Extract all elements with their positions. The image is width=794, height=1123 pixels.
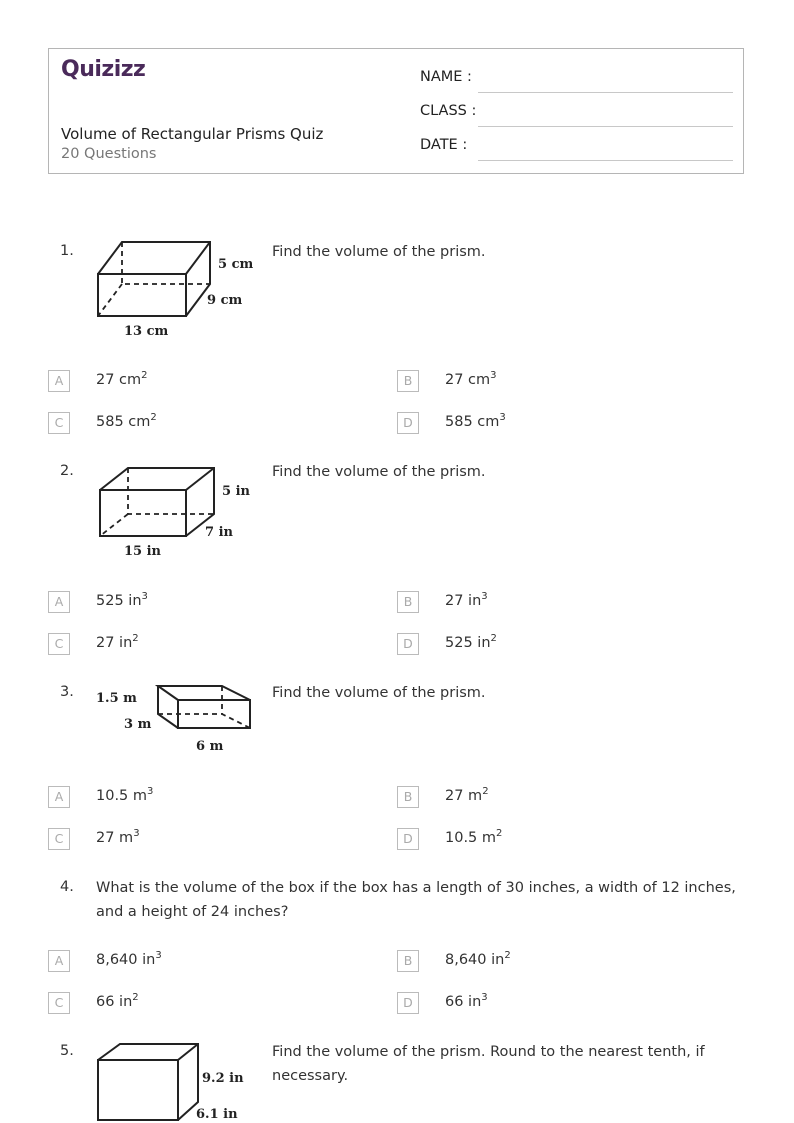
- option-letter-box[interactable]: C: [48, 828, 70, 850]
- option-text[interactable]: [445, 950, 511, 968]
- option-letter-box[interactable]: A: [48, 950, 70, 972]
- option-letter-box[interactable]: A: [48, 786, 70, 808]
- date-label: DATE :: [420, 137, 468, 153]
- option-exponent: 3: [155, 950, 162, 961]
- option-text[interactable]: [445, 786, 489, 804]
- option-letter-box[interactable]: C: [48, 992, 70, 1014]
- figure-label: 6.1 in: [196, 1107, 238, 1122]
- option-value: 27 in: [96, 634, 133, 651]
- option-text[interactable]: [96, 412, 157, 430]
- option-value: 27 m: [445, 787, 483, 804]
- option-text[interactable]: [96, 370, 148, 388]
- question-text: Find the volume of the prism.: [272, 464, 486, 480]
- option-text[interactable]: [96, 591, 148, 609]
- question-count: 20 Questions: [61, 146, 157, 162]
- option-value: 27 cm: [96, 371, 142, 388]
- option-value: 525 in: [96, 592, 142, 609]
- question-number: 4.: [60, 879, 74, 895]
- option-letter-box[interactable]: B: [397, 591, 419, 613]
- figure-label: 15 in: [124, 544, 162, 559]
- option-letter-box[interactable]: D: [397, 828, 419, 850]
- prism-figure: [90, 1038, 265, 1123]
- option-value: 585 cm: [445, 413, 500, 430]
- figure-label: 3 m: [124, 717, 152, 732]
- name-line: [478, 92, 733, 93]
- worksheet-header: [48, 48, 744, 174]
- option-value: 27 in: [445, 592, 482, 609]
- option-exponent: 3: [481, 591, 488, 602]
- figure-label: 5 cm: [218, 257, 254, 272]
- question-text: Find the volume of the prism. Round to the nearest tenth, if necessary.: [272, 1044, 705, 1084]
- option-exponent: 2: [150, 412, 157, 423]
- option-value: 8,640 in: [96, 951, 156, 968]
- option-exponent: 3: [490, 370, 497, 381]
- date-line: [478, 160, 733, 161]
- name-field: [420, 69, 472, 85]
- question-text: Find the volume of the prism.: [272, 685, 486, 701]
- quizizz-logo: Quizizz: [61, 57, 146, 82]
- option-letter-box[interactable]: C: [48, 633, 70, 655]
- option-text[interactable]: [96, 633, 139, 651]
- figure-label: 9 cm: [207, 293, 243, 308]
- prism-figure: [90, 680, 265, 760]
- question-number: 1.: [60, 243, 74, 259]
- option-value: 66 in: [445, 993, 482, 1010]
- option-value: 66 in: [96, 993, 133, 1010]
- question-number: 2.: [60, 463, 74, 479]
- option-letter-box[interactable]: B: [397, 786, 419, 808]
- quiz-title: Volume of Rectangular Prisms Quiz: [61, 125, 324, 143]
- option-exponent: 2: [141, 370, 148, 381]
- option-value: 585 cm: [96, 413, 151, 430]
- option-text[interactable]: [96, 950, 162, 968]
- figure-label: 13 cm: [124, 324, 169, 339]
- option-exponent: 2: [490, 633, 497, 644]
- class-label: CLASS :: [420, 103, 477, 119]
- question-number: 5.: [60, 1043, 74, 1059]
- option-value: 525 in: [445, 634, 491, 651]
- date-field: [420, 137, 467, 153]
- option-exponent: 3: [481, 992, 488, 1003]
- figure-label: 5 in: [222, 484, 250, 499]
- option-exponent: 2: [504, 950, 511, 961]
- option-text[interactable]: [96, 992, 139, 1010]
- option-exponent: 3: [147, 786, 154, 797]
- option-letter-box[interactable]: A: [48, 591, 70, 613]
- option-text[interactable]: [445, 828, 502, 846]
- name-label: NAME :: [420, 69, 472, 85]
- option-exponent: 2: [132, 633, 139, 644]
- option-value: 10.5 m: [445, 829, 497, 846]
- option-letter-box[interactable]: D: [397, 633, 419, 655]
- figure-label: 1.5 m: [96, 691, 137, 706]
- option-text[interactable]: [445, 591, 488, 609]
- prism-figure: [90, 460, 265, 565]
- figure-label: 9.2 in: [202, 1071, 244, 1086]
- option-exponent: 3: [499, 412, 506, 423]
- class-field: [420, 103, 476, 119]
- question-text: What is the volume of the box if the box has a length of 30 inches, a width of 12 inches, and a height of 24 inches?: [96, 880, 736, 920]
- class-line: [478, 126, 733, 127]
- prism-figure: [90, 234, 265, 344]
- option-exponent: 2: [496, 828, 503, 839]
- option-text[interactable]: [96, 786, 153, 804]
- option-value: 27 m: [96, 829, 134, 846]
- option-text[interactable]: [96, 828, 140, 846]
- option-letter-box[interactable]: D: [397, 412, 419, 434]
- option-text[interactable]: [445, 633, 497, 651]
- option-value: 10.5 m: [96, 787, 148, 804]
- option-letter-box[interactable]: B: [397, 950, 419, 972]
- option-text[interactable]: [445, 412, 506, 430]
- option-letter-box[interactable]: C: [48, 412, 70, 434]
- question-text: Find the volume of the prism.: [272, 244, 486, 260]
- option-letter-box[interactable]: A: [48, 370, 70, 392]
- option-letter-box[interactable]: D: [397, 992, 419, 1014]
- option-exponent: 2: [482, 786, 489, 797]
- option-value: 8,640 in: [445, 951, 505, 968]
- option-exponent: 3: [133, 828, 140, 839]
- option-exponent: 3: [141, 591, 148, 602]
- figure-label: 6 m: [196, 739, 224, 754]
- option-exponent: 2: [132, 992, 139, 1003]
- option-text[interactable]: [445, 370, 497, 388]
- question-number: 3.: [60, 684, 74, 700]
- option-value: 27 cm: [445, 371, 491, 388]
- option-text[interactable]: [445, 992, 488, 1010]
- figure-label: 7 in: [205, 525, 233, 540]
- option-letter-box[interactable]: B: [397, 370, 419, 392]
